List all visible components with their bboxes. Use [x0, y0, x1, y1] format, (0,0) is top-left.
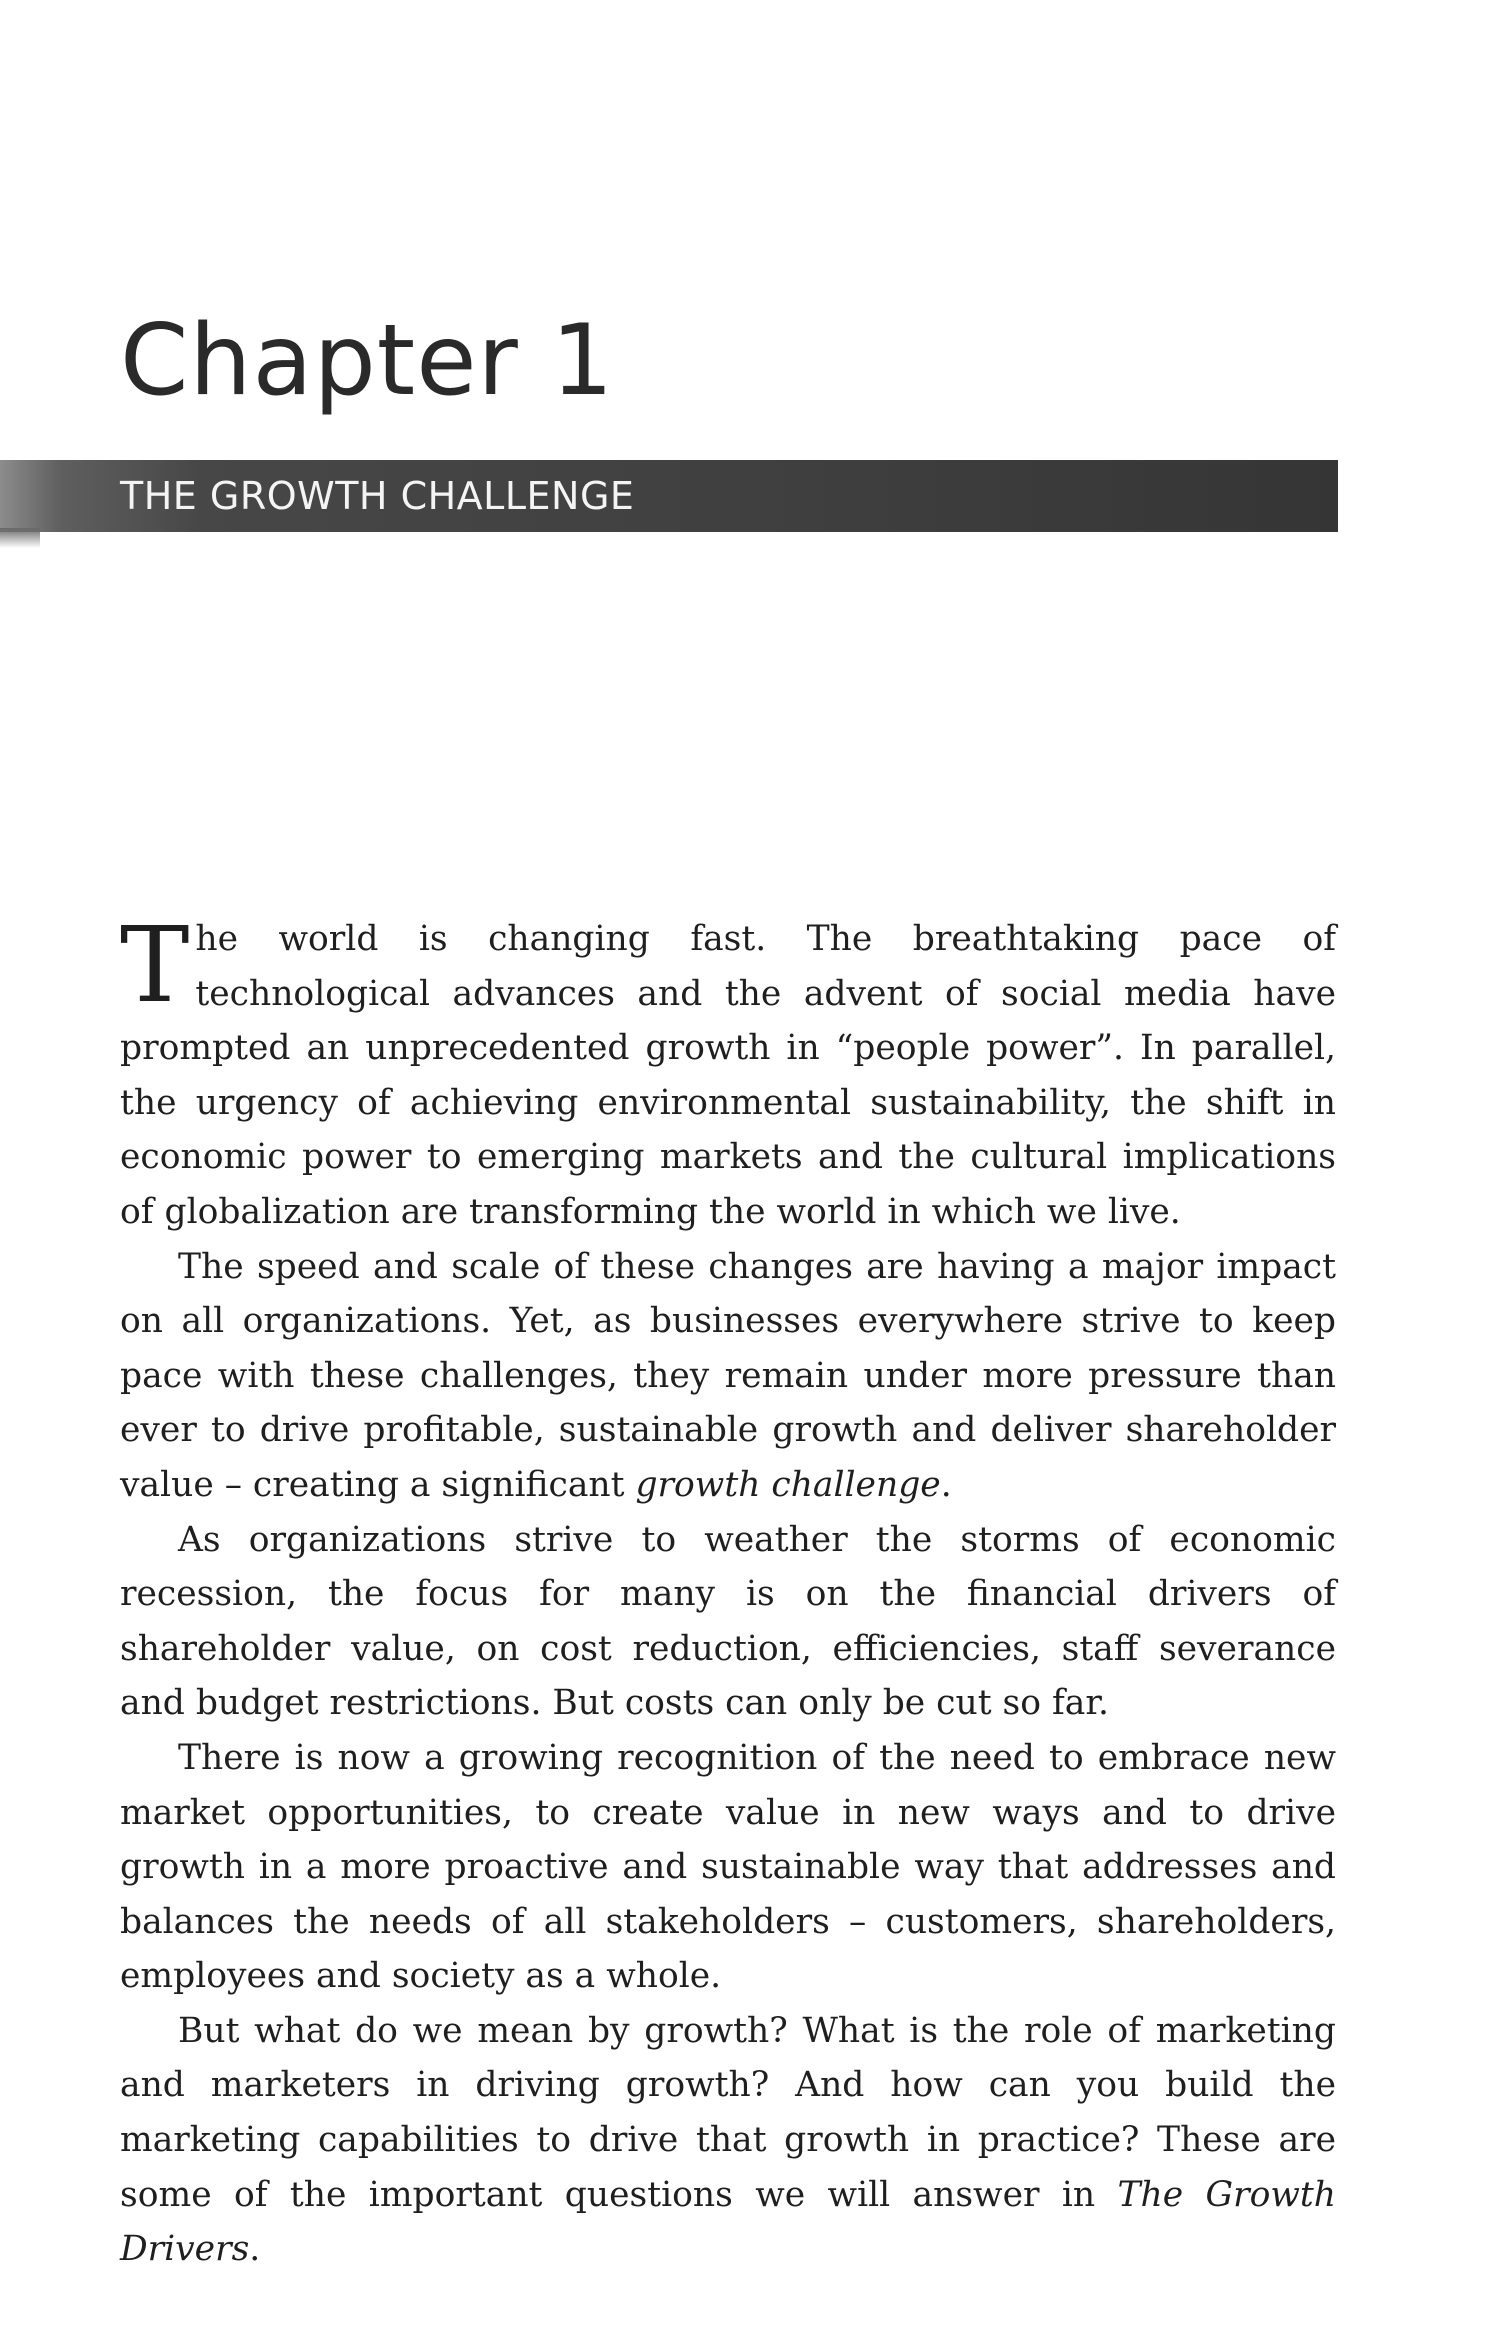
paragraph-2	[120, 1240, 1336, 1513]
body-text	[120, 904, 1336, 2277]
drop-cap: T	[120, 904, 190, 1026]
chapter-title: Chapter 1	[120, 304, 615, 418]
paragraph-4	[120, 1731, 1336, 2004]
paragraph-5-emphasis: The Growth Drivers	[120, 2174, 1336, 2270]
paragraph-4-text: There is now a growing recognition of the need to embrace new market opportunities, to create value in new ways and to drive growth in a more proactive and sustainable way that addresses and balances the needs of all stakeholders – customers, shareholders, employees and society as a whole.	[120, 1737, 1336, 1997]
paragraph-1-text: he world is changing fast. The breathtaking pace of technological advances and the advent of social media have prompted an unprecedented growth in “people power”. In parallel, the urgency of achieving environmental sustainability, the shift in economic power to emerging markets and the cultural implications of globalization are transforming the world in which we live.	[120, 919, 1336, 1232]
paragraph-5	[120, 2004, 1336, 2277]
paragraph-2-text: The speed and scale of these changes are having a major impact on all organizations. Yet, as businesses everywhere strive to keep pace with these challenges, they remain under more pressure than ever to drive profitable, sustainable growth and deliver shareholder value – creating a significant	[120, 1246, 1336, 1505]
chapter-subtitle: THE GROWTH CHALLENGE	[120, 474, 635, 518]
paragraph-5-end: .	[249, 2229, 261, 2270]
paragraph-2-end: .	[940, 1464, 952, 1505]
paragraph-5-text: But what do we mean by growth? What is the role of marketing and marketers in driving growth? And how can you build the marketing capabilities to drive that growth in practice? These are some of the important questions we will answer in	[120, 2010, 1336, 2215]
paragraph-3	[120, 1513, 1336, 1731]
paragraph-1	[120, 904, 1336, 1240]
paragraph-3-text: As organizations strive to weather the storms of economic recession, the focus for many is on the financial drivers of shareholder value, on cost reduction, efficiencies, staff severance and budget restrictions. But costs can only be cut so far.	[120, 1519, 1336, 1724]
paragraph-2-emphasis: growth challenge	[635, 1464, 941, 1505]
